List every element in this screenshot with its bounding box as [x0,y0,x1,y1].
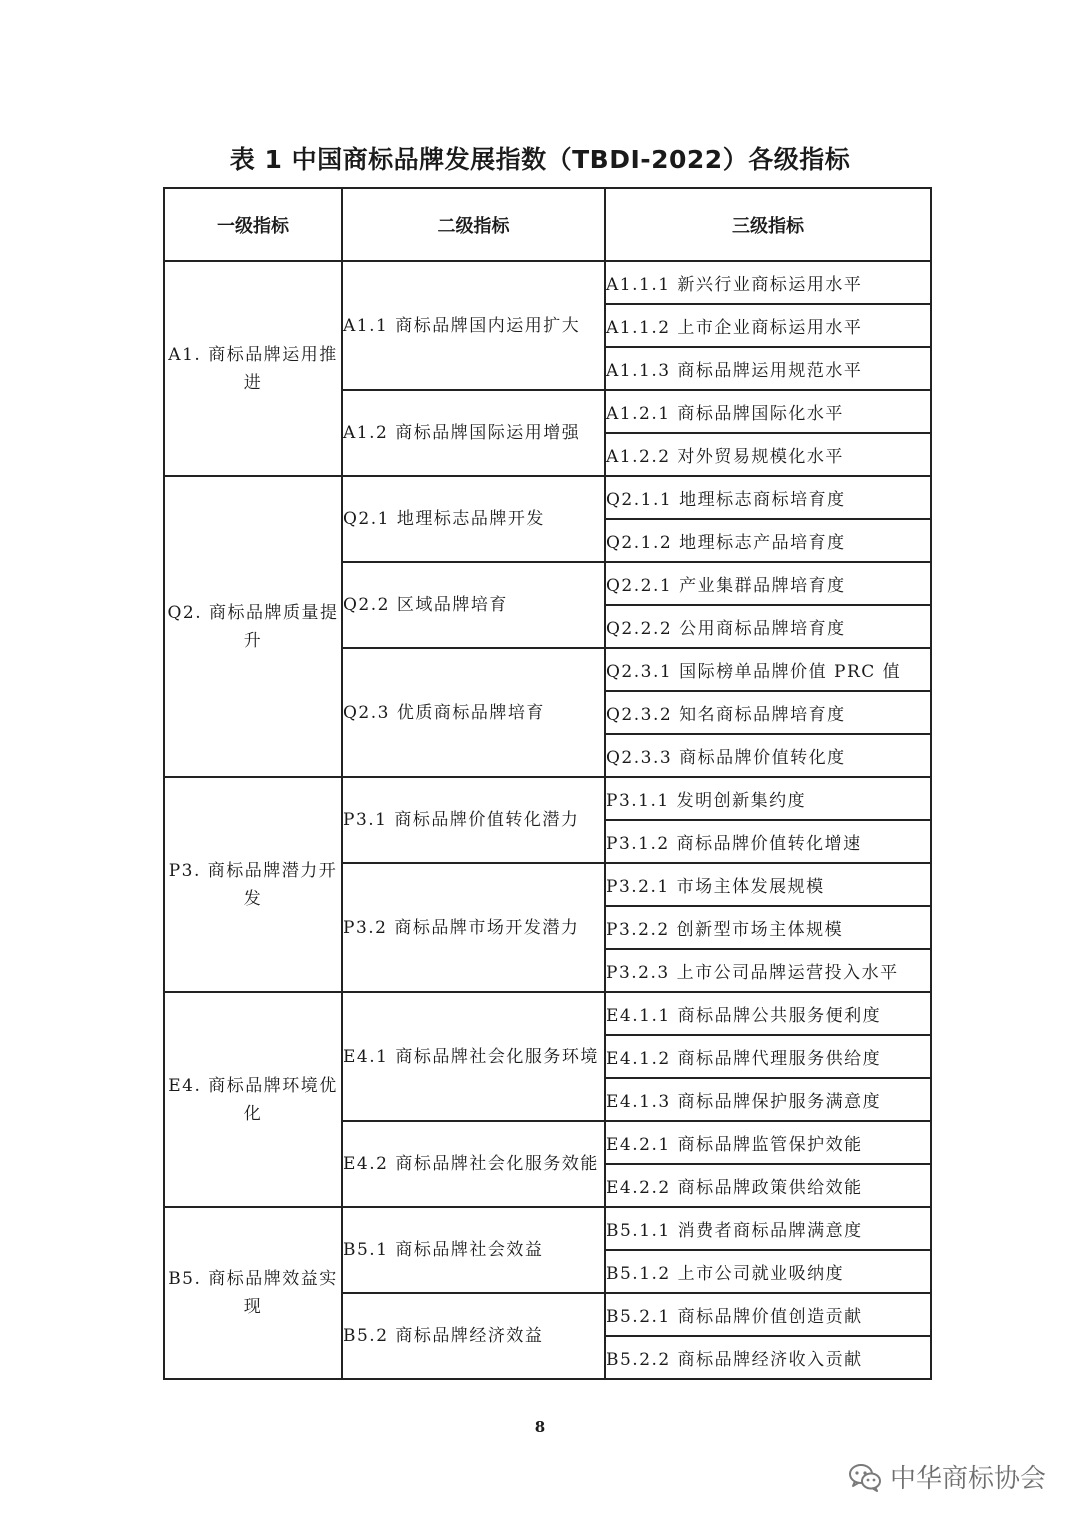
level2-cell: E4.1 商标品牌社会化服务环境 [342,992,605,1121]
level2-cell: E4.2 商标品牌社会化服务效能 [342,1121,605,1207]
level3-cell: A1.1.1 新兴行业商标运用水平 [605,261,931,304]
level3-cell: P3.2.2 创新型市场主体规模 [605,906,931,949]
level3-cell: A1.2.2 对外贸易规模化水平 [605,433,931,476]
header-level3: 三级指标 [605,188,931,261]
level2-cell: B5.2 商标品牌经济效益 [342,1293,605,1379]
level3-cell: Q2.1.1 地理标志商标培育度 [605,476,931,519]
table-title: 表 1 中国商标品牌发展指数（TBDI-2022）各级指标 [229,145,851,174]
level3-cell: Q2.3.1 国际榜单品牌价值 PRC 值 [605,648,931,691]
level3-cell: E4.1.1 商标品牌公共服务便利度 [605,992,931,1035]
level2-cell: Q2.3 优质商标品牌培育 [342,648,605,777]
level2-cell: A1.2 商标品牌国际运用增强 [342,390,605,476]
level3-cell: E4.1.3 商标品牌保护服务满意度 [605,1078,931,1121]
level2-cell: P3.2 商标品牌市场开发潜力 [342,863,605,992]
level3-cell: P3.1.1 发明创新集约度 [605,777,931,820]
level3-cell: P3.2.1 市场主体发展规模 [605,863,931,906]
level2-cell: Q2.1 地理标志品牌开发 [342,476,605,562]
level3-cell: B5.2.1 商标品牌价值创造贡献 [605,1293,931,1336]
level3-cell: A1.1.3 商标品牌运用规范水平 [605,347,931,390]
level1-cell: Q2. 商标品牌质量提升 [164,476,342,777]
level3-cell: Q2.2.2 公用商标品牌培育度 [605,605,931,648]
watermark-text: 中华商标协会 [889,1464,1046,1494]
level3-cell: Q2.2.1 产业集群品牌培育度 [605,562,931,605]
table-row [164,777,931,820]
table-row [164,1207,931,1250]
level3-cell: E4.2.1 商标品牌监管保护效能 [605,1121,931,1164]
header-level2: 二级指标 [342,188,605,261]
level3-cell: P3.2.3 上市公司品牌运营投入水平 [605,949,931,992]
level3-cell: B5.2.2 商标品牌经济收入贡献 [605,1336,931,1379]
watermark [848,1458,1046,1495]
header-level1: 一级指标 [164,188,342,261]
indicator-table [163,187,932,1380]
level2-cell: P3.1 商标品牌价值转化潜力 [342,777,605,863]
level3-cell: Q2.1.2 地理标志产品培育度 [605,519,931,562]
level3-cell: B5.1.1 消费者商标品牌满意度 [605,1207,931,1250]
level1-cell: B5. 商标品牌效益实现 [164,1207,342,1379]
level2-cell: B5.1 商标品牌社会效益 [342,1207,605,1293]
level3-cell: E4.1.2 商标品牌代理服务供给度 [605,1035,931,1078]
level2-cell: Q2.2 区域品牌培育 [342,562,605,648]
level3-cell: P3.1.2 商标品牌价值转化增速 [605,820,931,863]
level3-cell: Q2.3.2 知名商标品牌培育度 [605,691,931,734]
page-number: 8 [534,1418,546,1436]
level3-cell: A1.1.2 上市企业商标运用水平 [605,304,931,347]
table-row [164,476,931,519]
level1-cell: P3. 商标品牌潜力开发 [164,777,342,992]
level3-cell: Q2.3.3 商标品牌价值转化度 [605,734,931,777]
table-row [164,992,931,1035]
level1-cell: A1. 商标品牌运用推进 [164,261,342,476]
level2-cell: A1.1 商标品牌国内运用扩大 [342,261,605,390]
level1-cell: E4. 商标品牌环境优化 [164,992,342,1207]
level3-cell: E4.2.2 商标品牌政策供给效能 [605,1164,931,1207]
table-header-row [164,188,931,261]
table-row [164,261,931,304]
level3-cell: A1.2.1 商标品牌国际化水平 [605,390,931,433]
wechat-icon [848,1462,882,1492]
level3-cell: B5.1.2 上市公司就业吸纳度 [605,1250,931,1293]
